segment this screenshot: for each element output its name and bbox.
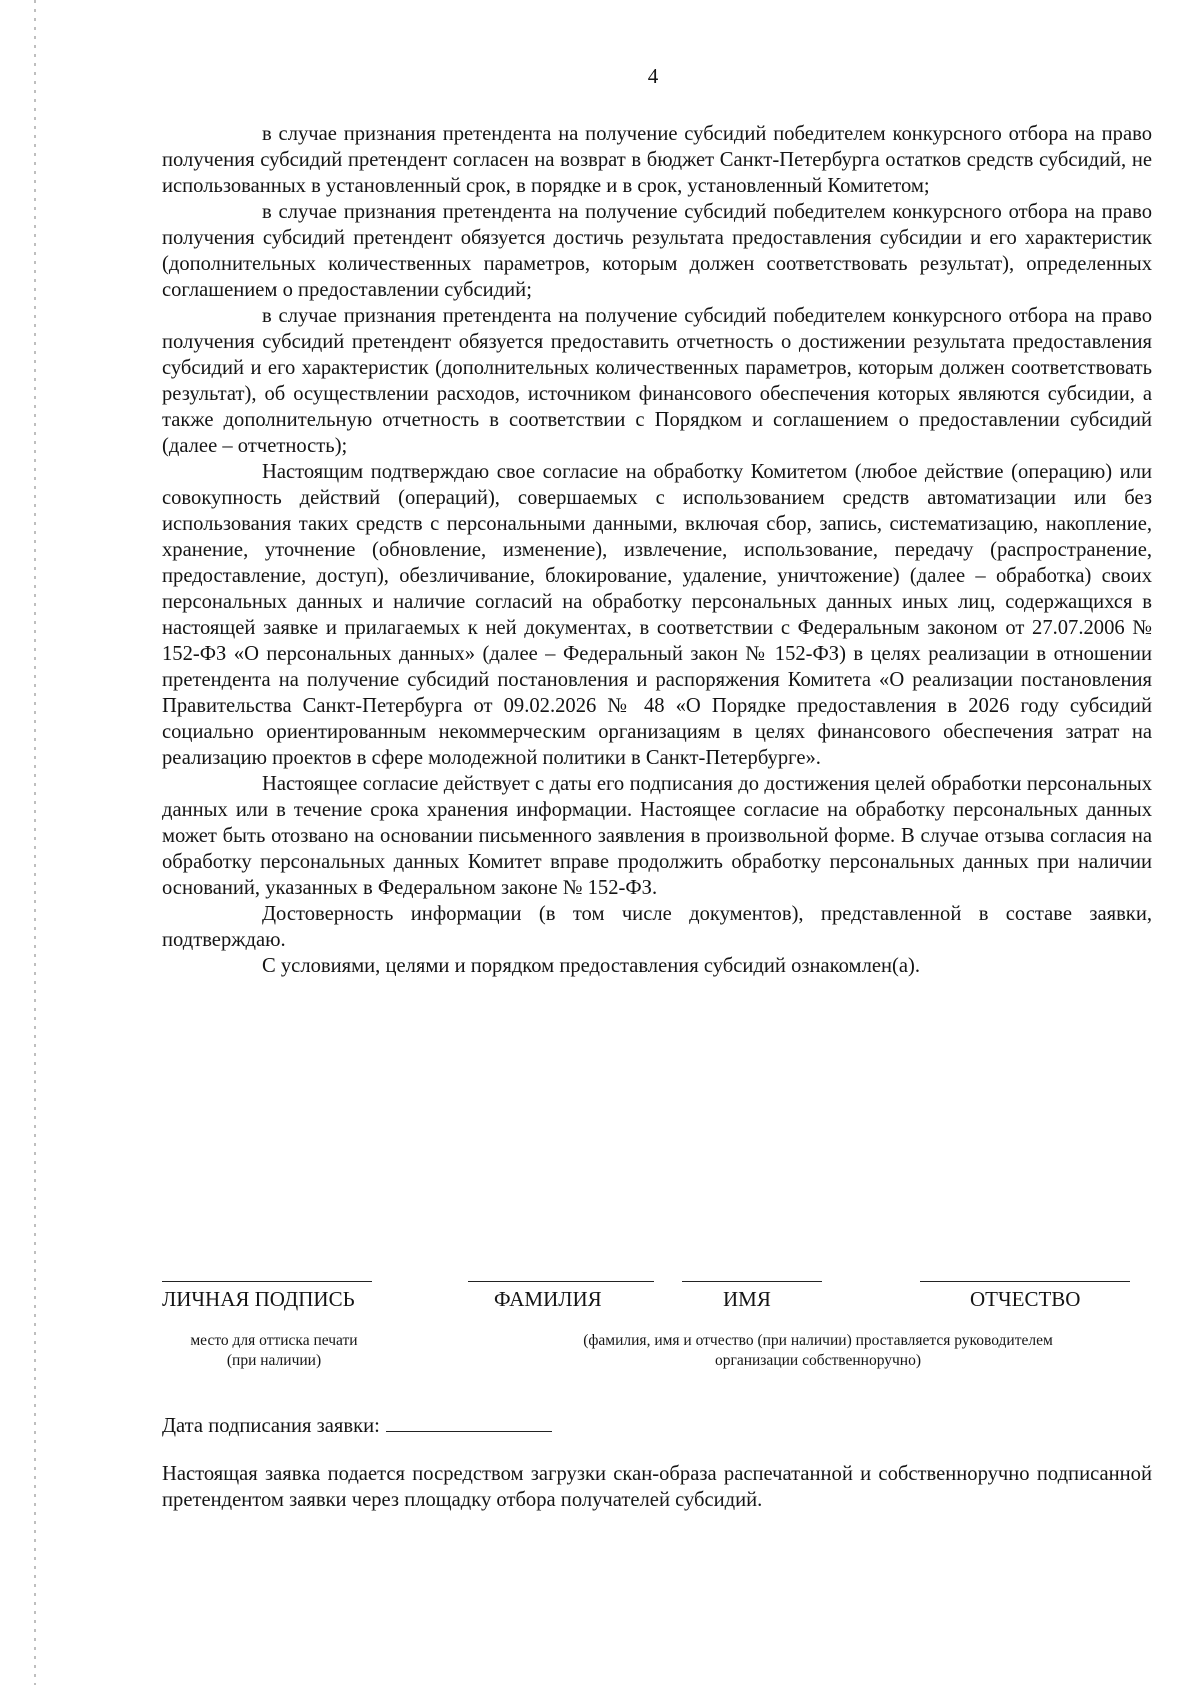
signing-date-blank bbox=[386, 1413, 552, 1432]
stamp-note-line: место для оттиска печати bbox=[190, 1332, 358, 1349]
paragraph-budget-refund: в случае признания претендента на получение субсидий победителем конкурсного отбора на право получения субсидий претендент согласен на возврат в бюджет Санкт-Петербурга остатков средств субсидий, не использованных в установленный срок, в порядке и в срок, установленный Комитетом; bbox=[162, 123, 1152, 197]
name-note bbox=[484, 1331, 1152, 1371]
patronymic-line bbox=[920, 1281, 1130, 1282]
paragraph-reporting-commitment: в случае признания претендента на получение субсидий победителем конкурсного отбора на право получения субсидий претендент обязуется предоставить отчетность о достижении результата предоставления субсидий и его характеристик (дополнительных количественных параметров, которым должен соответствовать результат), об осуществлении расходов, источником финансового обеспечения которых являются субсидии, а также дополнительную отчетность в соответствии с Порядком и соглашением о предоставлении субсидий (далее – отчетность); bbox=[162, 305, 1152, 457]
paragraph-result-commitment: в случае признания претендента на получение субсидий победителем конкурсного отбора на право получения субсидий претендент обязуется достичь результата предоставления субсидии и его характеристик (дополнительных количественных параметров, которым должен соответствовать результат), определенных соглашением о предоставлении субсидий; bbox=[162, 201, 1152, 301]
paragraph-information-accuracy: Достоверность информации (в том числе документов), представленной в составе заявки, подтверждаю. bbox=[162, 903, 1152, 951]
paragraph-personal-data-consent: Настоящим подтверждаю свое согласие на обработку Комитетом (любое действие (операцию) или совокупность действий (операций), совершаемых с использованием средств автоматизации или без использования таких средств с персональными данными, включая сбор, запись, систематизацию, накопление, хранение, уточнение (обновление, изменение), извлечение, использование, передачу (распространение, предоставление, доступ), обезличивание, блокирование, удаление, уничтожение) (далее – обработка) своих персональных данных и наличие согласий на обработку персональных данных иных лиц, содержащихся в настоящей заявке и прилагаемых к ней документах, в соответствии с Федеральным законом от 27.07.2006 № 152-ФЗ «О персональных данных» (далее – Федеральный закон № 152-ФЗ) в целях реализации в отношении претендента на получение субсидий постановления и распоряжения Комитета «О реализации постановления Правительства Санкт-Петербурга от 09.02.2026 № 48 «О Порядке предоставления в 2026 году субсидий социально ориентированным некоммерческим организациям в целях финансового обеспечения затрат на реализацию проектов в сфере молодежной политики в Санкт-Петербурге». bbox=[162, 461, 1152, 769]
name-note-line: организации собственноручно) bbox=[714, 1352, 921, 1369]
personal-signature-label: ЛИЧНАЯ ПОДПИСЬ bbox=[162, 1287, 355, 1311]
stamp-note bbox=[154, 1331, 394, 1371]
first-name-line bbox=[682, 1281, 822, 1282]
paragraph-consent-validity: Настоящее согласие действует с даты его подписания до достижения целей обработки персональных данных или в течение срока хранения информации. Настоящее согласие на обработку персональных данных может быть отозвано на основании письменного заявления в произвольной форме. В случае отзыва согласия на обработку персональных данных Комитет вправе продолжить обработку персональных данных при наличии оснований, указанных в Федеральном законе № 152-ФЗ. bbox=[162, 773, 1152, 899]
name-note-line: (фамилия, имя и отчество (при наличии) проставляется руководителем bbox=[583, 1332, 1053, 1349]
patronymic-label: ОТЧЕСТВО bbox=[970, 1287, 1081, 1311]
signature-line bbox=[162, 1281, 372, 1282]
page-number: 4 bbox=[647, 64, 659, 88]
stamp-note-line: (при наличии) bbox=[226, 1352, 322, 1369]
scan-edge-artifact bbox=[34, 0, 36, 1685]
first-name-label: ИМЯ bbox=[723, 1287, 771, 1311]
submission-note: Настоящая заявка подается посредством загрузки скан-образа распечатанной и собственноручно подписанной претендентом заявки через площадку отбора получателей субсидий. bbox=[162, 1463, 1152, 1511]
document-body bbox=[162, 121, 1152, 979]
signature-block bbox=[162, 1281, 1152, 1391]
paragraph-terms-acknowledgement: С условиями, целями и порядком предоставления субсидий ознакомлен(а). bbox=[262, 955, 921, 977]
surname-label: ФАМИЛИЯ bbox=[494, 1287, 602, 1311]
signing-date-row bbox=[162, 1413, 552, 1439]
surname-line bbox=[468, 1281, 654, 1282]
signing-date-label: Дата подписания заявки: bbox=[162, 1415, 380, 1437]
